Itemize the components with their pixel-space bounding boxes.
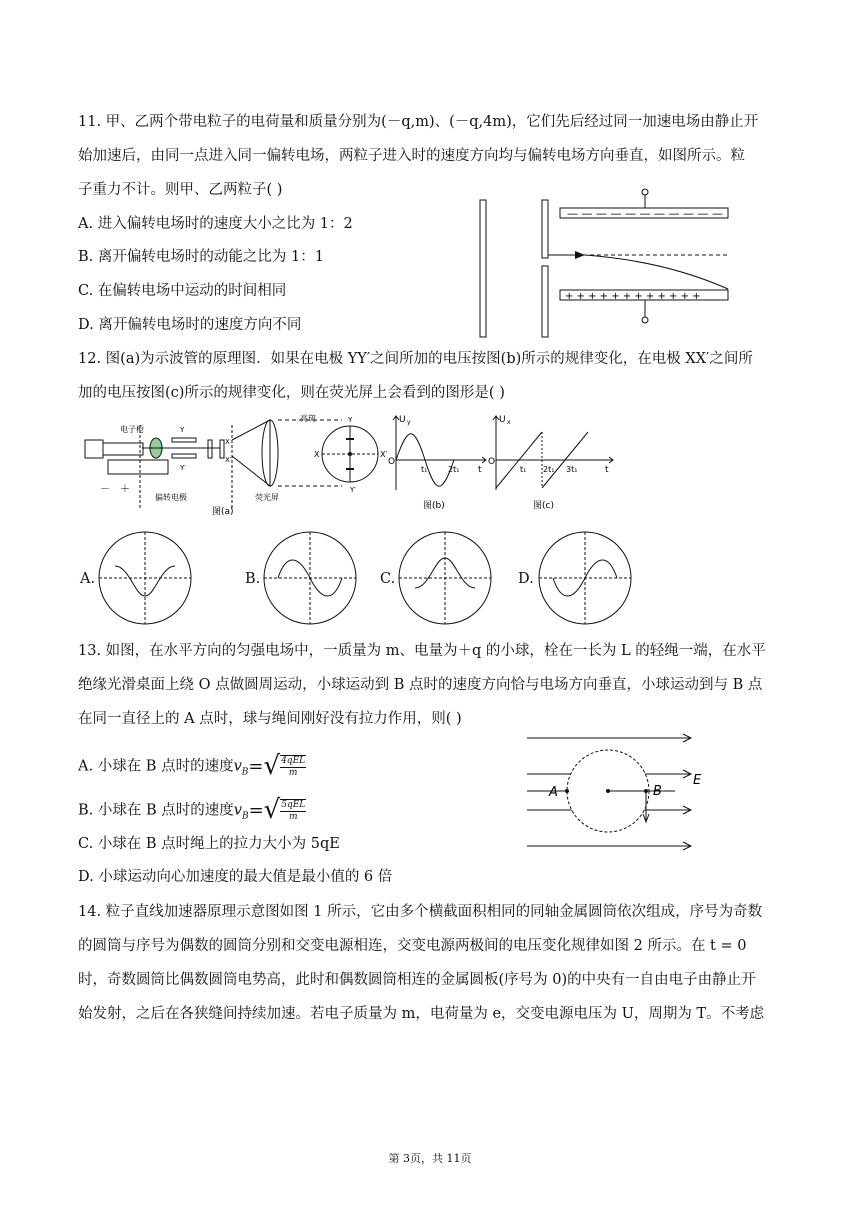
label-screen: 荧光屏 bbox=[255, 493, 279, 502]
q12-option-c-label: C. bbox=[380, 571, 396, 587]
svg-text:B: B bbox=[653, 784, 662, 799]
q14-line4: 始发射，之后在各狭缝间持续加速。若电子质量为 m，电荷量为 e，交变电源电压为 U，周期为 T。不考虑 bbox=[78, 1006, 765, 1022]
q12-option-b-screen bbox=[262, 530, 358, 626]
q12-option-c-screen bbox=[397, 530, 493, 626]
q13-option-c: C. 小球在 B 点时绳上的拉力大小为 5qE bbox=[78, 836, 340, 852]
q12-voltage-figure-b bbox=[388, 410, 488, 520]
q12-line2: 加的电压按图(c)所示的规律变化，则在荧光屏上会看到的图形是( ) bbox=[78, 385, 505, 401]
q11-option-a: A. 进入偏转电场时的速度大小之比为 1：2 bbox=[78, 216, 353, 232]
svg-text:x: x bbox=[507, 419, 511, 426]
q13-field-figure bbox=[525, 728, 715, 858]
q11-line1: 11. 甲、乙两个带电粒子的电荷量和质量分别为(－q,m)、(－q,4m)，它们先后经过同一加速电场由静止开 bbox=[78, 114, 759, 130]
q13-option-d: D. 小球运动向心加速度的最大值是最小值的 6 倍 bbox=[78, 869, 393, 885]
q12-option-a-label: A. bbox=[80, 571, 96, 587]
svg-text:U: U bbox=[399, 415, 406, 425]
q11-option-d: D. 离开偏转电场时的速度方向不同 bbox=[78, 317, 302, 333]
svg-text:X′: X′ bbox=[225, 456, 232, 464]
figure-c-caption: 图(c) bbox=[533, 501, 554, 511]
svg-text:Y: Y bbox=[180, 426, 185, 434]
q12-option-a-screen bbox=[97, 530, 193, 626]
q13-option-b: B. 小球在 B 点时的速度$v_B=√$ $\frac{\text{5qEL}}{m}$ bbox=[78, 795, 306, 825]
svg-text:t: t bbox=[478, 465, 482, 475]
svg-text:Y′: Y′ bbox=[180, 464, 186, 472]
svg-text:2t₁: 2t₁ bbox=[448, 465, 460, 474]
svg-text:t: t bbox=[605, 465, 609, 475]
q11-option-b: B. 离开偏转电场时的动能之比为 1：1 bbox=[78, 249, 324, 265]
q14-line1: 14. 粒子直线加速器原理示意图如图 1 所示，它由多个横截面积相同的同轴金属圆筒依次组成，序号为奇数 bbox=[78, 904, 763, 920]
svg-text:X: X bbox=[314, 450, 320, 459]
label-bright-spot: 亮斑 bbox=[300, 414, 316, 423]
q12-option-d-screen bbox=[537, 530, 633, 626]
q14-line3: 时，奇数圆筒比偶数圆筒电势高，此时和偶数圆筒相连的金属圆板(序号为 0)的中央有一自由电子由静止开 bbox=[78, 972, 756, 988]
label-deflection-electrodes: 偏转电极 bbox=[155, 493, 187, 502]
svg-text:U: U bbox=[499, 415, 506, 425]
svg-text:O: O bbox=[388, 457, 396, 467]
q12-option-d-label: D. bbox=[518, 571, 534, 587]
svg-text:X: X bbox=[225, 438, 230, 446]
svg-text:Y′: Y′ bbox=[350, 486, 356, 494]
figure-b-caption: 图(b) bbox=[423, 501, 445, 511]
q11-bottom-plate-charges: + + + + + + + + + + + + bbox=[565, 291, 701, 302]
q11-top-plate-charges: — — — — — — — — — — — bbox=[567, 207, 723, 220]
svg-text:A: A bbox=[549, 785, 558, 800]
svg-text:E: E bbox=[693, 773, 702, 788]
q12-voltage-figure-c bbox=[488, 410, 618, 520]
q12-line1: 12. 图(a)为示波管的原理图．如果在电极 YY′之间所加的电压按图(b)所示的规律变化，在电极 XX′之间所 bbox=[78, 351, 753, 367]
q11-line3: 子重力不计。则甲、乙两粒子( ) bbox=[78, 182, 283, 198]
svg-text:X′: X′ bbox=[380, 450, 388, 459]
figure-a-caption: 图(a) bbox=[212, 507, 234, 517]
q13-line3: 在同一直径上的 A 点时，球与绳间刚好没有拉力作用，则( ) bbox=[78, 711, 462, 727]
svg-text:＋: ＋ bbox=[120, 484, 130, 495]
q12-oscilloscope-figure-a bbox=[80, 410, 390, 520]
svg-text:Y: Y bbox=[348, 416, 353, 424]
svg-text:t₁: t₁ bbox=[520, 465, 527, 474]
svg-text:O: O bbox=[488, 457, 496, 467]
label-electron-gun: 电子枪 bbox=[120, 425, 144, 434]
q13-option-a: A. 小球在 B 点时的速度$v_B=√$ $\frac{\text{4qEL}}{m}$ bbox=[78, 751, 306, 781]
q12-option-b-label: B. bbox=[245, 571, 261, 587]
svg-text:－: － bbox=[100, 484, 110, 495]
q13-line2: 绝缘光滑桌面上绕 O 点做圆周运动，小球运动到 B 点时的速度方向恰与电场方向垂直，小球运动到与 B 点 bbox=[78, 677, 763, 693]
q11-deflection-figure bbox=[475, 185, 745, 335]
q11-line2: 始加速后，由同一点进入同一偏转电场，两粒子进入时的速度方向均与偏转电场方向垂直，如图所示。粒 bbox=[78, 148, 745, 164]
q11-option-c: C. 在偏转电场中运动的时间相同 bbox=[78, 283, 287, 299]
page-footer: 第 3页，共 11页 bbox=[388, 1152, 472, 1165]
q14-line2: 的圆筒与序号为偶数的圆筒分别和交变电源相连，交变电源两极间的电压变化规律如图 2 所示。在 t = 0 bbox=[78, 938, 747, 954]
svg-text:y: y bbox=[407, 419, 411, 426]
svg-text:t₁: t₁ bbox=[421, 465, 428, 474]
svg-text:2t₁: 2t₁ bbox=[543, 465, 555, 474]
q13-line1: 13. 如图，在水平方向的匀强电场中，一质量为 m、电量为＋q 的小球，栓在一长为 L 的轻绳一端，在水平 bbox=[78, 643, 766, 659]
svg-text:3t₁: 3t₁ bbox=[566, 465, 578, 474]
